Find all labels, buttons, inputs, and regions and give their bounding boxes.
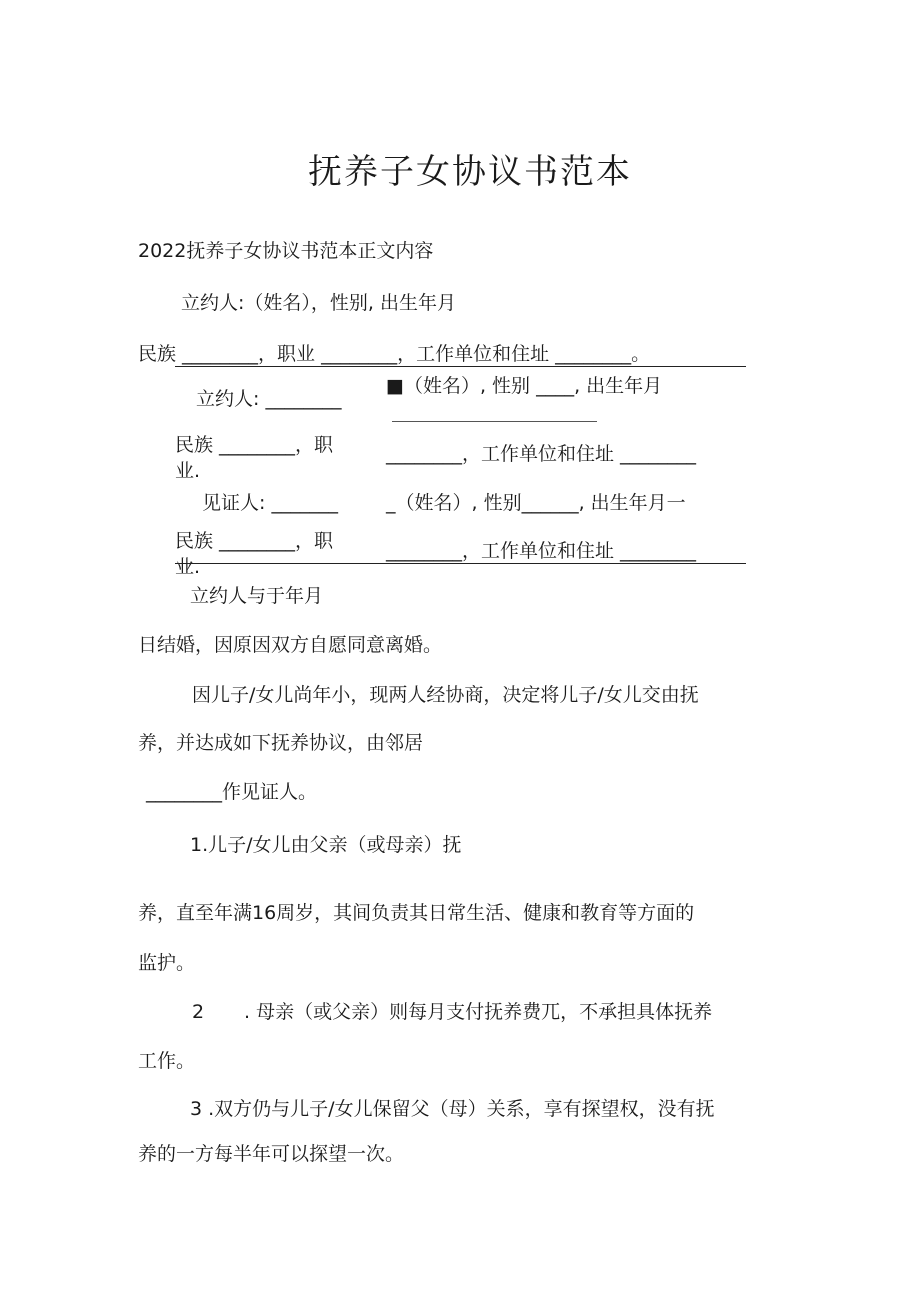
witness-left-line2a: 民族 ________，职 [175,530,334,552]
item2-number: 2 [192,1001,205,1023]
paragraph1-line1: 因儿子/女儿尚年小，现两人经协商，决定将儿子/女儿交由抚 [192,684,699,706]
party1-line2: 民族 ________，职业 ________，工作单位和住址 ________。 [138,343,651,365]
marriage-line2: 日结婚，因原因双方自愿同意离婚。 [138,634,443,656]
item3-line2: 养的一方每半年可以探望一次。 [138,1143,405,1165]
party2-left-line2a: 民族 ________，职 [175,434,334,456]
item3-line1: 3 .双方仍与儿子/女儿保留父（母）关系，享有探望权，没有抚 [190,1098,715,1120]
document-subtitle: 2022抚养子女协议书范本正文内容 [138,240,434,262]
party2-right-blank [392,421,597,422]
item1-line1: 1.儿子/女儿由父亲（或母亲）抚 [190,834,462,856]
party2-left-line2b: 业. [175,460,201,482]
marriage-line1: 立约人与于年月 [190,585,324,607]
paragraph1-line3: ________作见证人。 [146,781,318,803]
witness-label: 见证人: _______ [202,492,338,514]
table-bottom-rule [175,563,746,564]
item1-line3: 监护。 [138,952,196,974]
item1-line2: 养，直至年满16周岁，其间负责其日常生活、健康和教育等方面的 [138,902,695,924]
document-title: 抚养子女协议书范本 [308,152,632,192]
table-top-rule [175,366,746,367]
paragraph1-line2: 养，并达成如下抚养协议，由邻居 [138,732,424,754]
item2-line1: . 母亲（或父亲）则每月支付抚养费兀，不承担具体抚养 [244,1001,713,1023]
item2-line2: 工作。 [138,1050,196,1072]
party2-right-line1: ■（姓名）, 性别 ____, 出生年月 [386,375,663,397]
party2-label: 立约人: ________ [196,388,342,410]
party1-line1: 立约人:（姓名），性别, 出生年月 [181,292,456,314]
party2-right-line2: ________，工作单位和住址 ________ [386,443,697,465]
witness-right-line1: _（姓名）, 性别______, 出生年月一 [386,492,686,514]
witness-left-line2b: 业. [175,556,201,578]
witness-right-line2: ________，工作单位和住址 ________ [386,540,697,562]
